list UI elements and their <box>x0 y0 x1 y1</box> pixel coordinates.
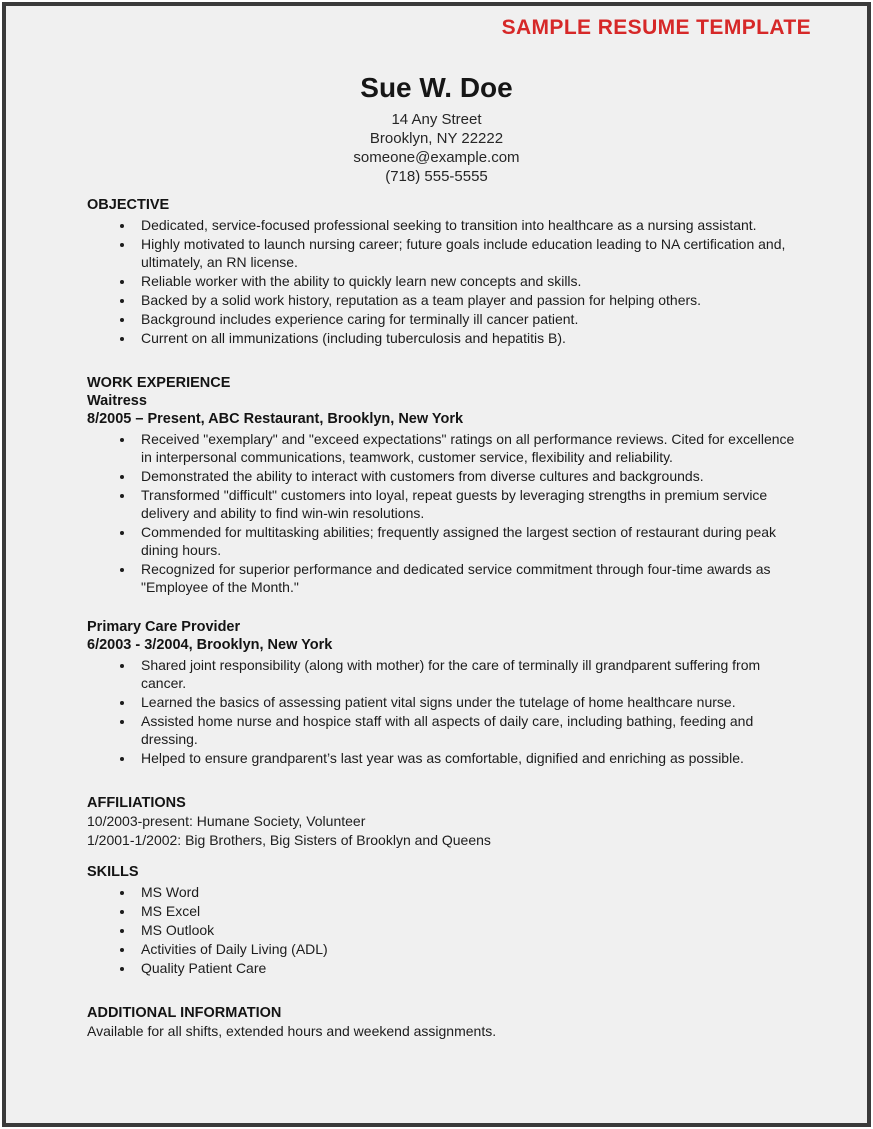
job-bullet-list <box>87 656 799 767</box>
resume-header <box>6 73 867 186</box>
job-bullet: • Shared joint responsibility (along with mother) for the care of terminally ill grandparent suffering from cancer. <box>135 656 799 692</box>
job-dates-location: 8/2005 – Present, ABC Restaurant, Brooklyn, New York <box>87 411 464 427</box>
candidate-name: Sue W. Doe <box>360 72 513 103</box>
sample-template-banner: SAMPLE RESUME TEMPLATE <box>501 16 811 39</box>
section-additional-information <box>87 1004 799 1041</box>
skill-item: • Activities of Daily Living (ADL) <box>135 940 799 958</box>
job-bullet: • Recognized for superior performance and dedicated service commitment through four-time awards as "Employee of the Month." <box>135 560 799 596</box>
email-address: someone@example.com <box>353 149 520 166</box>
job-bullet-list <box>87 430 799 596</box>
affiliation-entry: 10/2003-present: Humane Society, Volunteer <box>87 813 366 829</box>
job-title: Waitress <box>87 393 147 409</box>
skills-heading: SKILLS <box>87 864 139 880</box>
section-objective <box>87 196 799 347</box>
skill-item: • MS Word <box>135 883 799 901</box>
objective-bullet: • Backed by a solid work history, reputation as a team player and passion for helping others. <box>135 291 799 309</box>
job-bullet: • Demonstrated the ability to interact with customers from diverse cultures and backgrounds. <box>135 467 799 485</box>
skill-item: • Quality Patient Care <box>135 959 799 977</box>
job-bullet: • Transformed "difficult" customers into loyal, repeat guests by leveraging strengths in premium service delivery and ability to find win-win resolutions. <box>135 486 799 522</box>
job-bullet: • Assisted home nurse and hospice staff with all aspects of daily care, including bathing, feeding and dressing. <box>135 712 799 748</box>
affiliations-heading: AFFILIATIONS <box>87 795 186 811</box>
job-entry-primary-care-provider <box>87 618 799 767</box>
skill-item: • MS Excel <box>135 902 799 920</box>
address-line-1: 14 Any Street <box>391 111 482 128</box>
section-skills <box>87 863 799 977</box>
job-bullet: • Helped to ensure grandparent’s last year was as comfortable, dignified and enriching as possible. <box>135 749 799 767</box>
contact-block <box>6 110 867 186</box>
additional-information-heading: ADDITIONAL INFORMATION <box>87 1005 282 1021</box>
phone-number: (718) 555-5555 <box>385 168 488 185</box>
job-bullet: • Learned the basics of assessing patient vital signs under the tutelage of home healthcare nurse. <box>135 693 799 711</box>
additional-information-text: Available for all shifts, extended hours and weekend assignments. <box>87 1023 497 1039</box>
resume-page <box>2 2 871 1127</box>
job-title: Primary Care Provider <box>87 619 241 635</box>
section-work-experience <box>87 374 799 767</box>
objective-heading: OBJECTIVE <box>87 197 170 213</box>
objective-bullet: • Background includes experience caring for terminally ill cancer patient. <box>135 310 799 328</box>
objective-bullet: • Reliable worker with the ability to quickly learn new concepts and skills. <box>135 272 799 290</box>
skills-bullet-list <box>87 883 799 977</box>
objective-bullet: • Dedicated, service-focused professional seeking to transition into healthcare as a nursing assistant. <box>135 216 799 234</box>
skill-item: • MS Outlook <box>135 921 799 939</box>
resume-body <box>6 196 867 1041</box>
job-entry-waitress <box>87 392 799 596</box>
job-bullet: • Received "exemplary" and "exceed expectations" ratings on all performance reviews. Cited for excellence in interpersonal communications, teamwork, customer service, flexibility and reliability. <box>135 430 799 466</box>
affiliation-entry: 1/2001-1/2002: Big Brothers, Big Sisters of Brooklyn and Queens <box>87 832 491 848</box>
work-experience-heading: WORK EXPERIENCE <box>87 375 231 391</box>
objective-bullet: • Highly motivated to launch nursing career; future goals include education leading to NA certification and, ultimately, an RN license. <box>135 235 799 271</box>
job-dates-location: 6/2003 - 3/2004, Brooklyn, New York <box>87 637 333 653</box>
address-line-2: Brooklyn, NY 22222 <box>369 130 504 147</box>
objective-bullet: • Current on all immunizations (including tuberculosis and hepatitis B). <box>135 329 799 347</box>
section-affiliations <box>87 794 799 850</box>
objective-bullet-list <box>87 216 799 347</box>
job-bullet: • Commended for multitasking abilities; frequently assigned the largest section of restaurant during peak dining hours. <box>135 523 799 559</box>
